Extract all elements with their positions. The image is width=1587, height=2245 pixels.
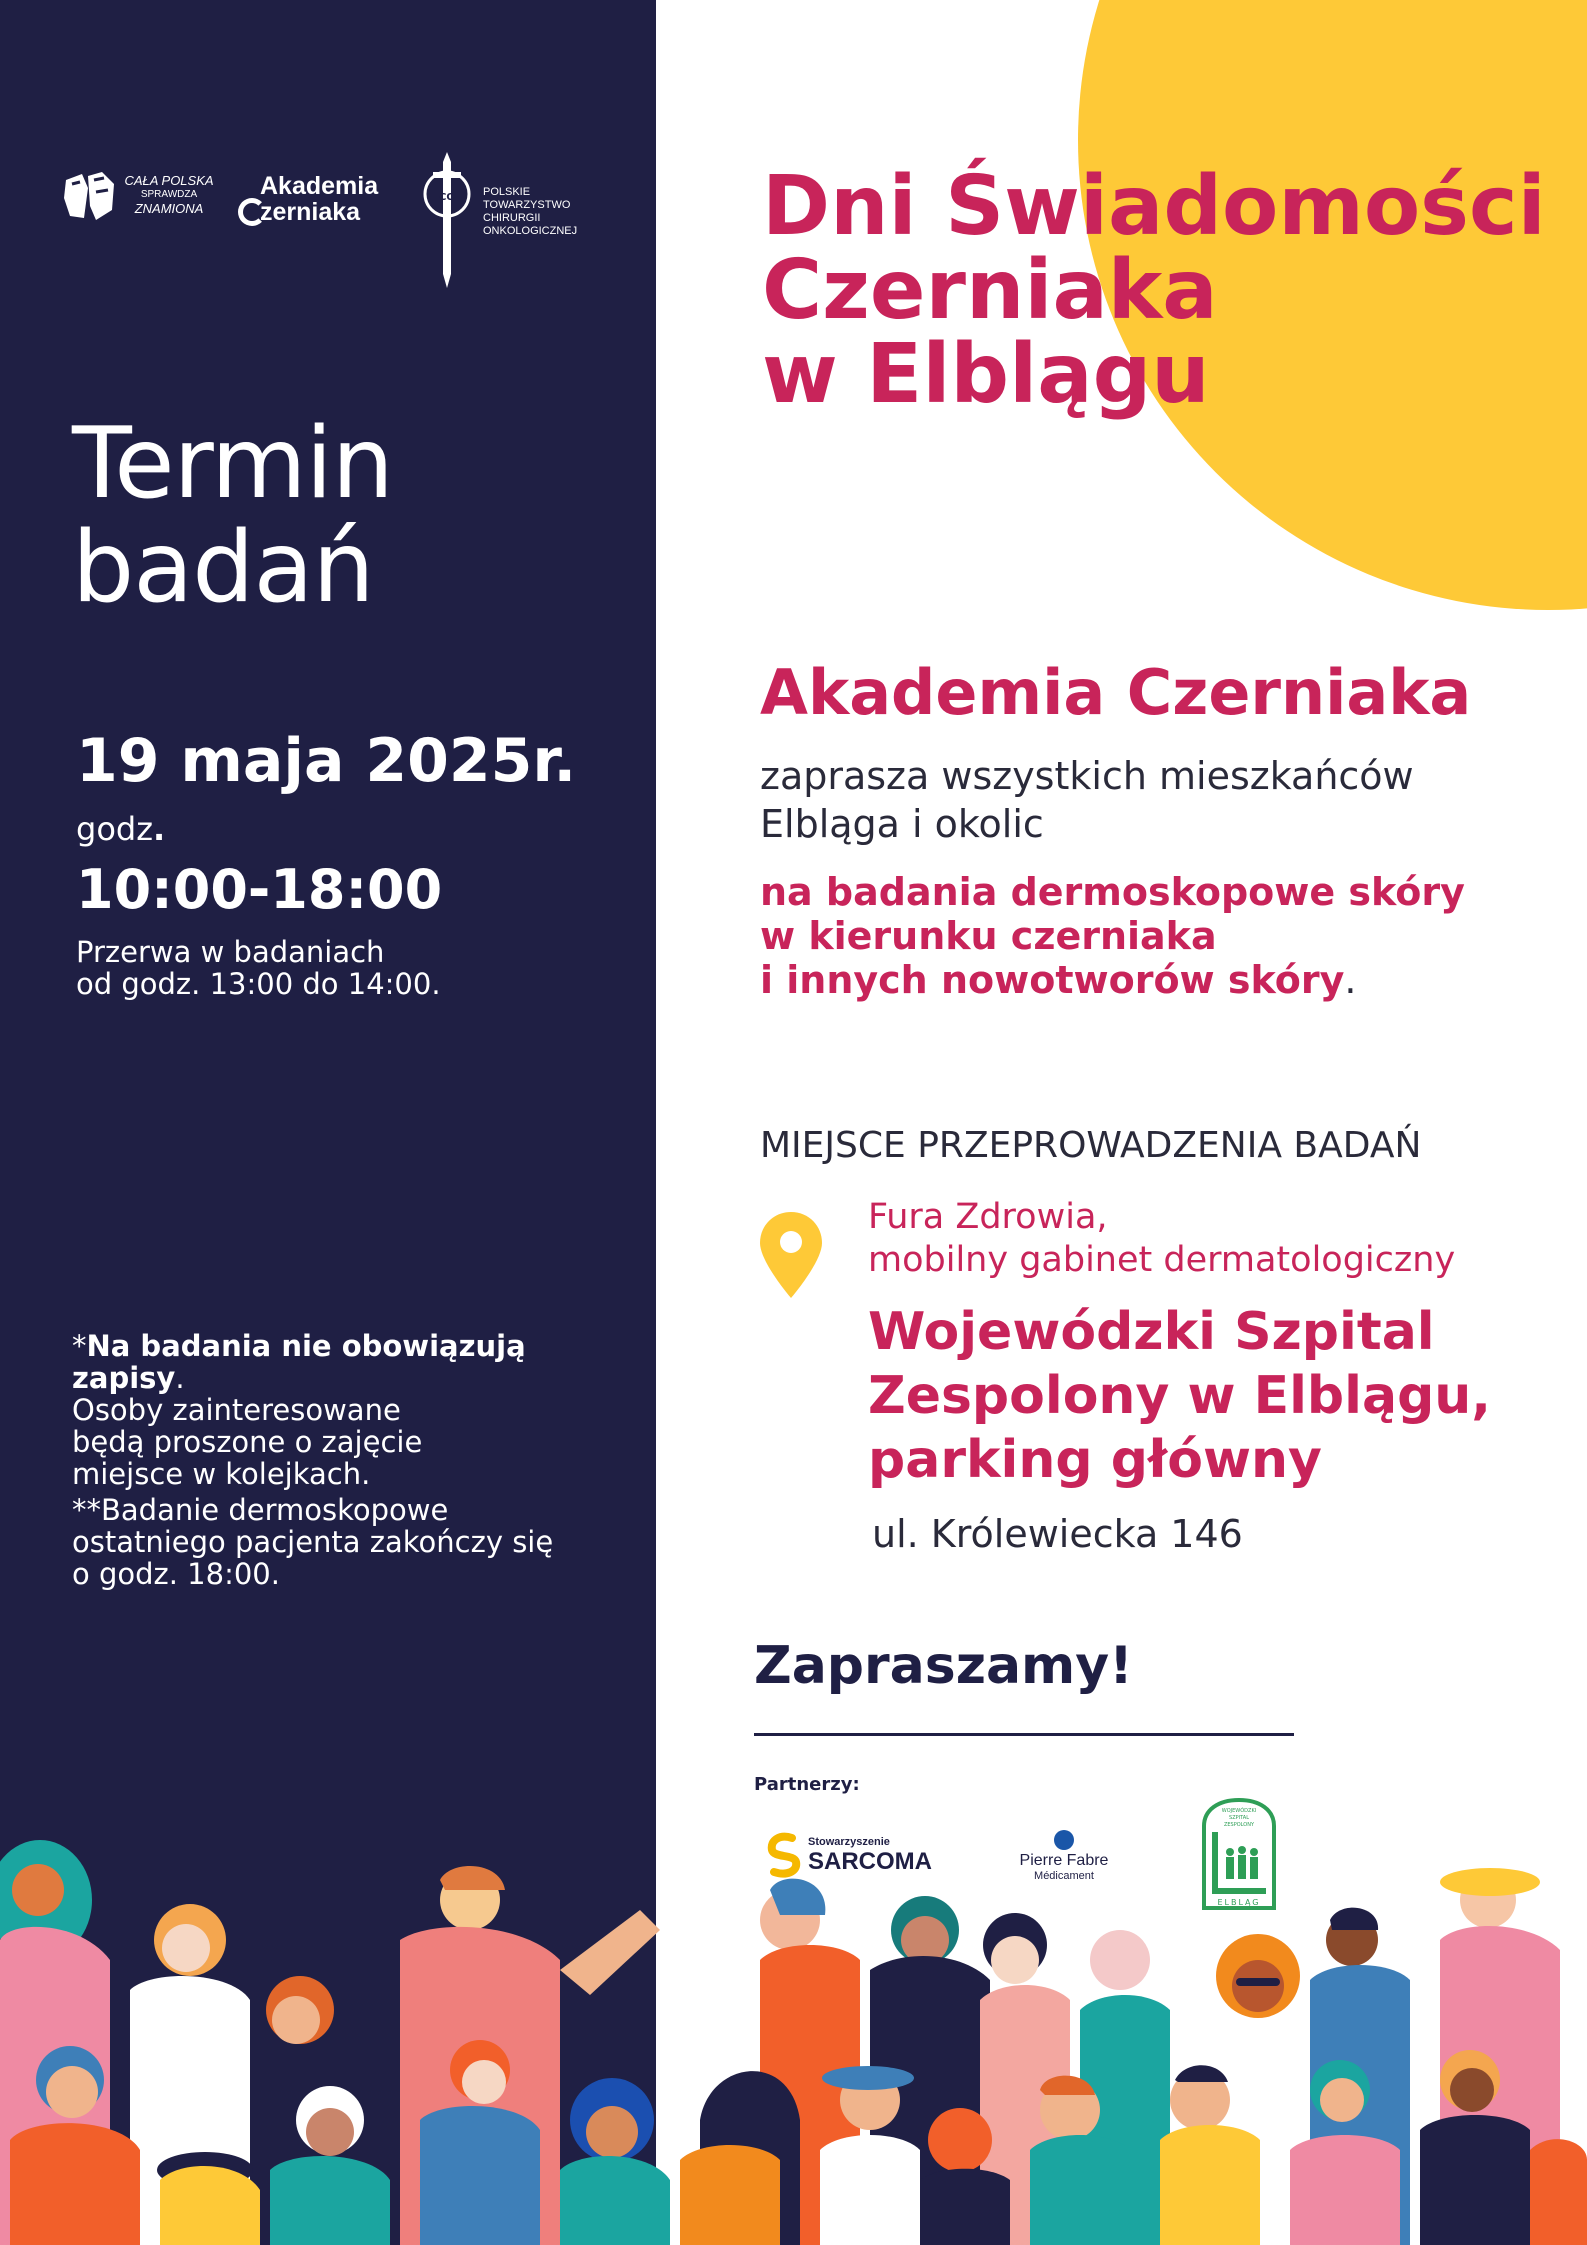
- organizer-logos: [62, 150, 622, 290]
- ptco-logo-text: [483, 186, 613, 238]
- ptco-line2: TOWARZYSTWO: [483, 199, 571, 211]
- fura-line2: mobilny gabinet dermatologiczny: [868, 1240, 1456, 1280]
- ptco-line4: ONKOLOGICZNEJ: [483, 225, 578, 237]
- sarcoma-big-text: SARCOMA: [808, 1848, 932, 1875]
- termin-line2: badań: [72, 511, 374, 625]
- exam-line2: w kierunku czerniaka: [760, 914, 1217, 958]
- hospital-line1: Wojewódzki Szpital: [868, 1302, 1435, 1362]
- exam-dot: .: [1344, 958, 1357, 1002]
- mobile-clinic-text: [868, 1196, 1568, 1282]
- last-patient-note: [72, 1494, 632, 1590]
- break-note: [76, 936, 596, 1000]
- note1-line4: miejsce w kolejkach.: [72, 1457, 371, 1491]
- wsz-bottom: ELBLĄG: [1217, 1898, 1261, 1907]
- partners-label: Partnerzy:: [754, 1774, 860, 1795]
- cpsz-line2: SPRAWDZA: [140, 189, 198, 200]
- note2-line3: o godz. 18:00.: [72, 1557, 280, 1591]
- exam-line3: i innych nowotworów skóry: [760, 958, 1345, 1002]
- title-line1: Dni Świadomości: [762, 159, 1546, 254]
- note1-dot: .: [175, 1361, 185, 1395]
- termin-heading: [72, 407, 393, 625]
- akademia-czerniaka-logo: [238, 172, 388, 228]
- note1-star: *: [72, 1329, 87, 1363]
- svg-text:CO: CO: [439, 192, 455, 203]
- break-line2: od godz. 13:00 do 14:00.: [76, 967, 441, 1001]
- organizer-name: Akademia Czerniaka: [760, 656, 1472, 729]
- event-time: 10:00-18:00: [76, 858, 443, 921]
- location-pin-icon: [758, 1210, 824, 1300]
- godz-dot: .: [153, 810, 166, 848]
- event-date: 19 maja 2025r.: [76, 726, 577, 796]
- godz-label: godz: [76, 810, 153, 848]
- note1-bold: Na badania nie obowiązują zapisy: [72, 1329, 526, 1395]
- wsz-top2: SZPITAL: [1229, 1815, 1249, 1821]
- exam-line1: na badania dermoskopowe skóry: [760, 870, 1465, 914]
- akademia-logo-line1: Akademia: [260, 172, 379, 200]
- invite-line2: Elbląga i okolic: [760, 802, 1044, 846]
- hours-label: [76, 810, 165, 848]
- ptco-line1: POLSKIE: [483, 186, 531, 198]
- fura-line1: Fura Zdrowia,: [868, 1197, 1108, 1237]
- crowd-illustration: [0, 1820, 1587, 2245]
- ptco-logo: [417, 150, 617, 290]
- divider: [754, 1733, 1294, 1736]
- break-line1: Przerwa w badaniach: [76, 935, 385, 969]
- page-title: [762, 159, 1562, 422]
- pierre-fabre-sub: Médicament: [1034, 1870, 1094, 1882]
- street-address: ul. Królewiecka 146: [872, 1512, 1243, 1556]
- invitation-text: [760, 752, 1560, 848]
- hospital-line3: parking główny: [868, 1430, 1322, 1490]
- pierre-fabre-name: Pierre Fabre: [1019, 1852, 1109, 1869]
- akademia-logo-line2: zerniaka: [260, 198, 361, 226]
- registration-note: [72, 1330, 632, 1490]
- wsz-top3: ZESPOLONY: [1223, 1822, 1255, 1828]
- note1-line3: będą proszone o zajęcie: [72, 1425, 423, 1459]
- note2-line1: **Badanie dermoskopowe: [72, 1493, 449, 1527]
- title-line3: w Elblągu: [762, 327, 1210, 422]
- sarcoma-small-text: Stowarzyszenie: [808, 1836, 890, 1848]
- ptco-line3: CHIRURGII: [483, 212, 541, 224]
- termin-line1: Termin: [72, 407, 393, 521]
- hands-icon: [62, 170, 118, 222]
- hospital-name: [868, 1300, 1568, 1492]
- cpsz-logo-text: [124, 174, 214, 216]
- wsz-top1: WOJEWÓDZKI: [1221, 1808, 1257, 1814]
- cala-polska-sprawdza-znamiona-logo: [62, 170, 212, 230]
- note2-line2: ostatniego pacjenta zakończy się: [72, 1525, 554, 1559]
- title-line2: Czerniaka: [762, 243, 1218, 338]
- sword-emblem-icon: [417, 150, 477, 290]
- invite-line1: zaprasza wszystkich mieszkańców: [760, 754, 1414, 798]
- cpsz-line3: ZNAMIONA: [134, 201, 204, 216]
- exam-description: [760, 870, 1560, 1002]
- location-heading: MIEJSCE PRZEPROWADZENIA BADAŃ: [760, 1125, 1422, 1166]
- hospital-line2: Zespolony w Elblągu,: [868, 1366, 1492, 1426]
- closing-invitation: Zapraszamy!: [754, 1636, 1133, 1696]
- cpsz-line1: CAŁA POLSKA: [124, 173, 214, 188]
- note1-line2: Osoby zainteresowane: [72, 1393, 401, 1427]
